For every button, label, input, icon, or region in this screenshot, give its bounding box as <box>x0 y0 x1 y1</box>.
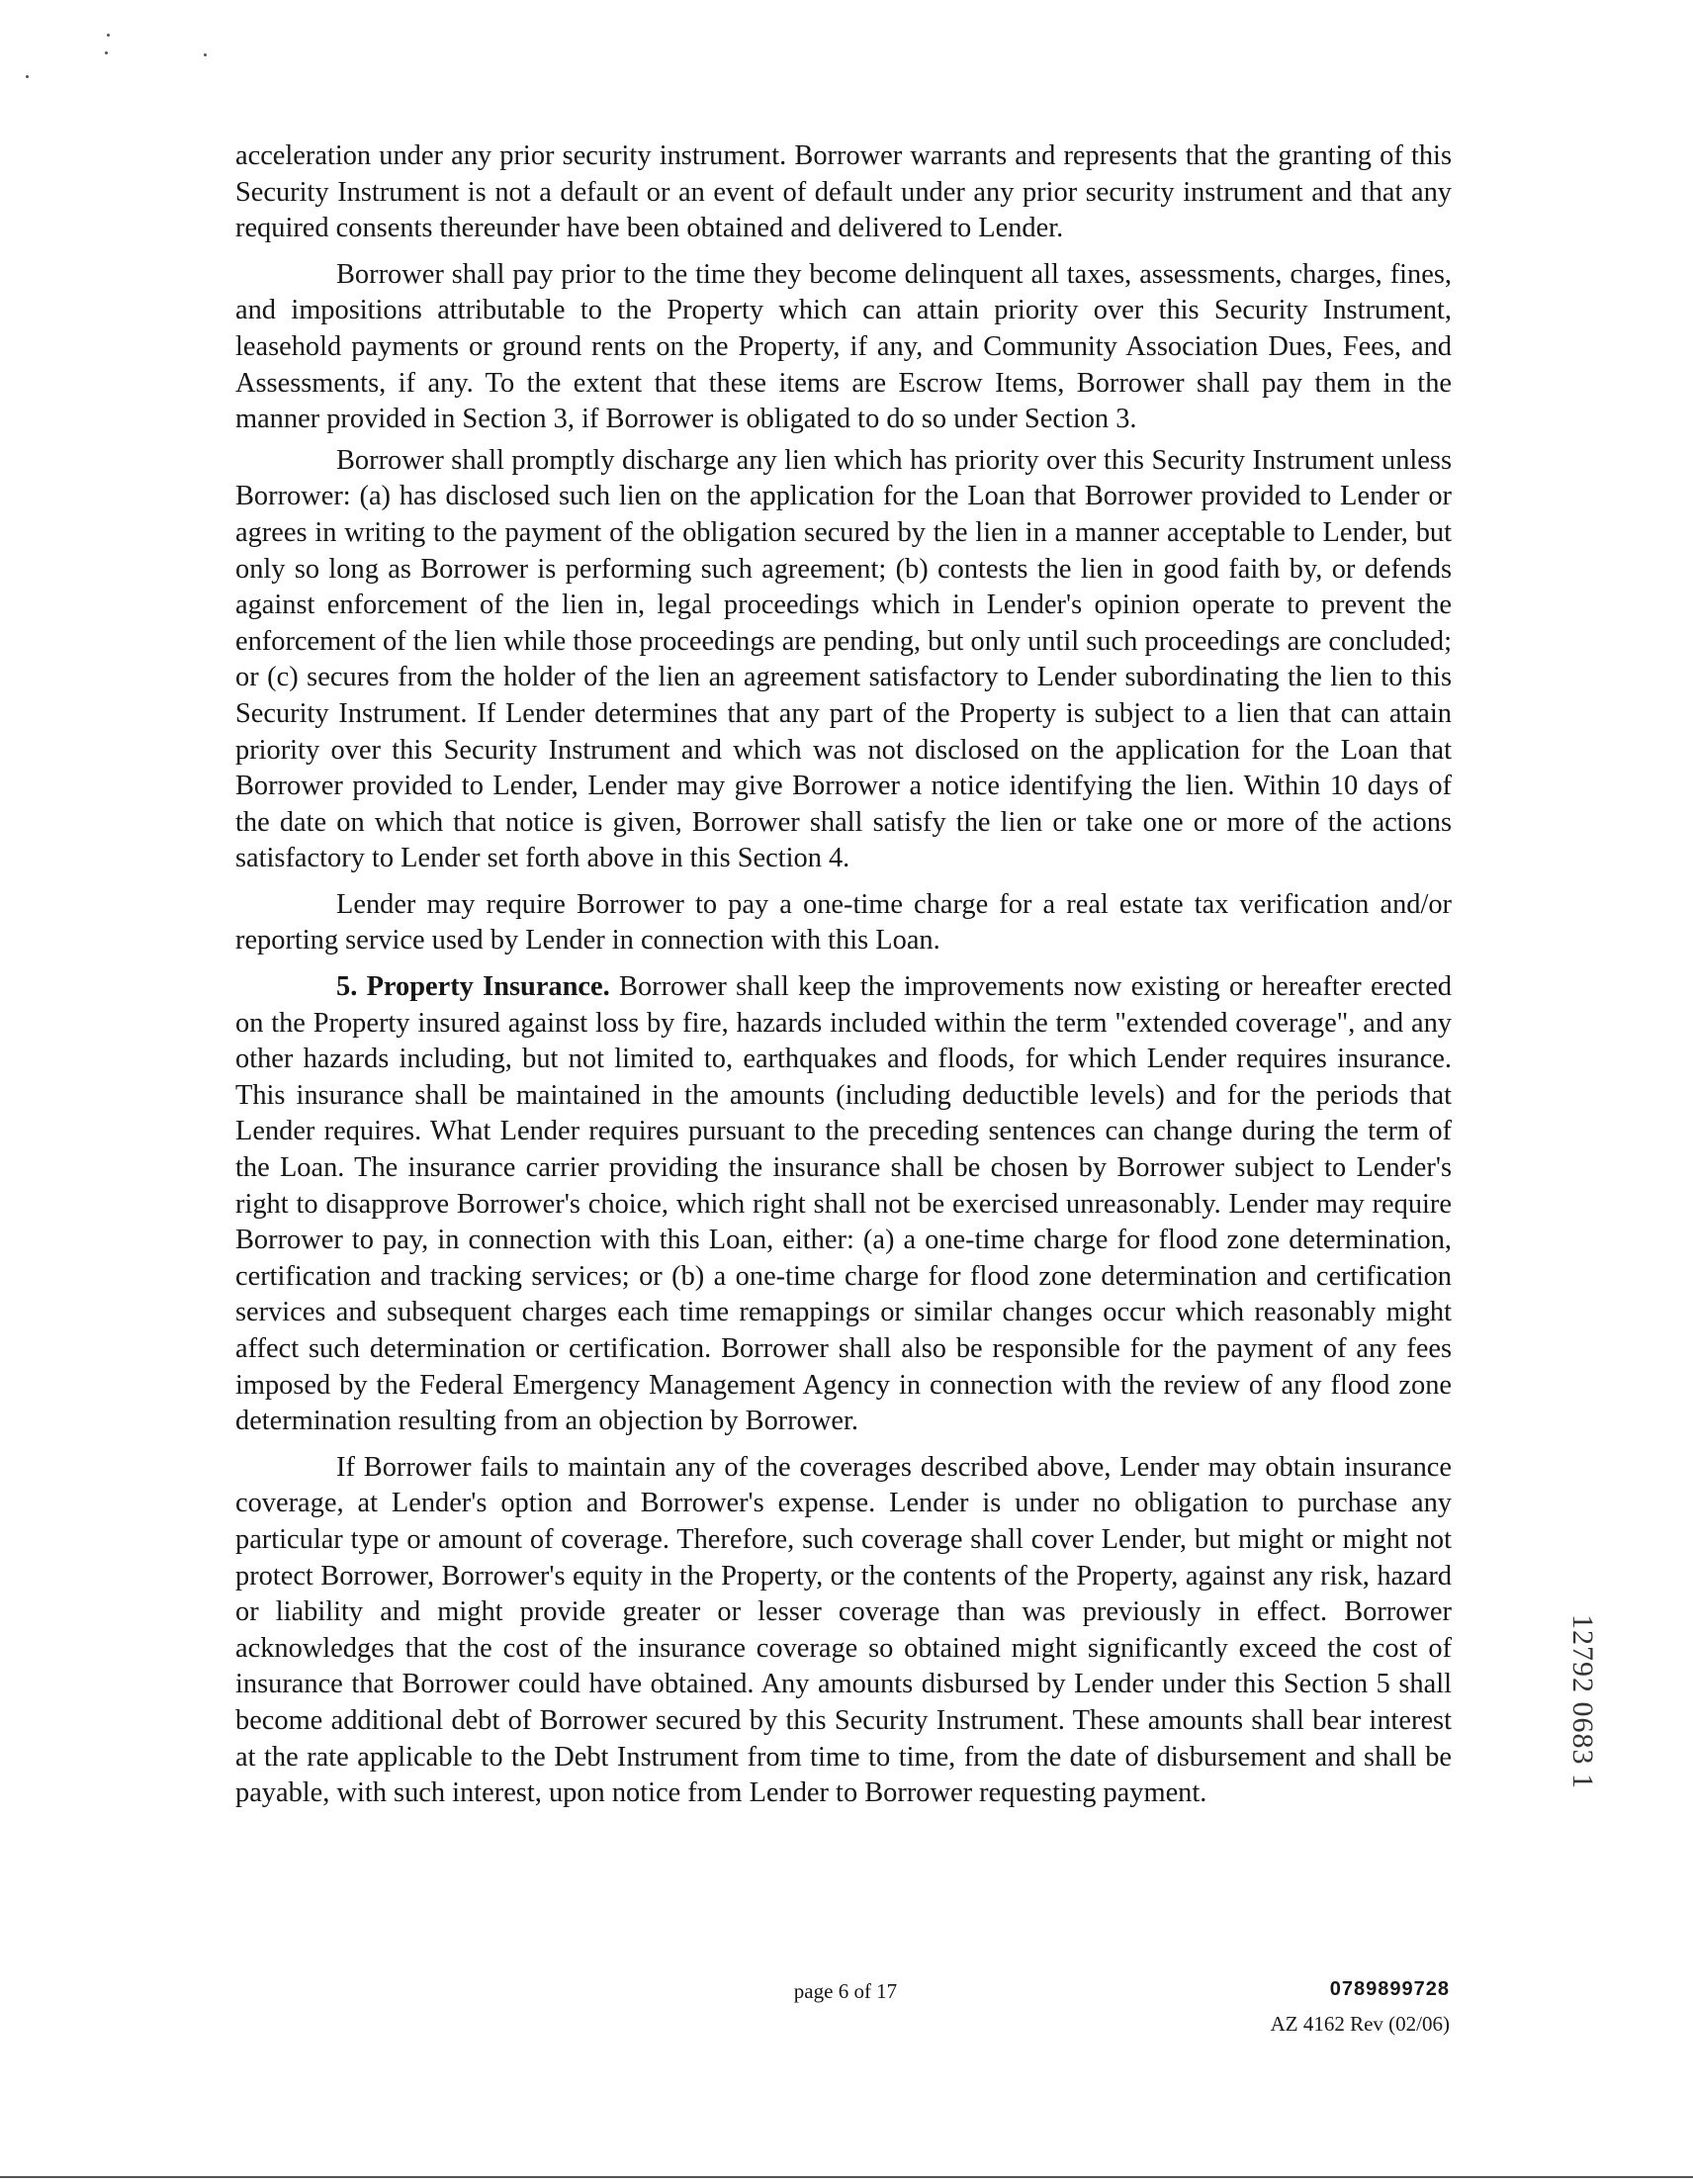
section-5-text: Borrower shall keep the improvements now existing or hereafter erected on the Property insured against loss by fire, hazards included within the term "extended coverage", and any other hazards including, but not limited to, earthquakes and floods, for which Lender requires insurance. This insurance shall be maintained in the amounts (including deductible levels) and for the periods that Lender requires. What Lender requires pursuant to the preceding sentences can change during the term of the Loan. The insurance carrier providing the insurance shall be chosen by Borrower subject to Lender's right to disapprove Borrower's choice, which right shall not be exercised unreasonably. Lender may require Borrower to pay, in connection with this Loan, either: (a) a one-time charge for flood zone determination, certification and tracking services; or (b) a one-time charge for flood zone determination and certification services and subsequent charges each time remappings or similar changes occur which reasonably might affect such determination or certification. Borrower shall also be responsible for the payment of any fees imposed by the Federal Emergency Management Agency in connection with the review of any flood zone determination resulting from an objection by Borrower. <box>235 971 1452 1437</box>
section-5-heading: 5. Property Insurance. <box>336 971 610 1003</box>
paragraph-taxes: Borrower shall pay prior to the time they become delinquent all taxes, assessments, charges, fines, and impositions attributable to the Property which can attain priority over this Security Instrument, leasehold payments or ground rents on the Property, if any, and Community Association Dues, Fees, and Assessments, if any. To the extent that these items are Escrow Items, Borrower shall pay them in the manner provided in Section 3, if Borrower is obligated to do so under Section 3. <box>235 258 1452 435</box>
form-code: AZ 4162 Rev (02/06) <box>1270 2012 1450 2036</box>
scan-bottom-edge <box>0 2176 1693 2178</box>
section-5-property-insurance <box>235 969 1452 1440</box>
document-id: 0789899728 <box>1329 1978 1450 2000</box>
side-stamp <box>1564 1614 1604 1869</box>
paragraph-liens: Borrower shall promptly discharge any lien which has priority over this Security Instrument unless Borrower: (a) has disclosed such lien on the application for the Loan that Borrower provided to Lender or agrees in writing to the payment of the obligation secured by the lien in a manner acceptable to Lender, but only so long as Borrower is performing such agreement; (b) contests the lien in good faith by, or defends against enforcement of the lien in, legal proceedings which in Lender's opinion operate to prevent the enforcement of the lien while those proceedings are pending, but only until such proceedings are concluded; or (c) secures from the holder of the lien an agreement satisfactory to Lender subordinating the lien to this Security Instrument. If Lender determines that any part of the Property is subject to a lien that can attain priority over this Security Instrument and which was not disclosed on the application for the Loan that Borrower provided to Lender, Lender may give Borrower a notice identifying the lien. Within 10 days of the date on which that notice is given, Borrower shall satisfy the lien or take one or more of the actions satisfactory to Lender set forth above in this Section 4. <box>235 444 1452 874</box>
paragraph-continuation: acceleration under any prior security instrument. Borrower warrants and represents that the granting of this Security Instrument is not a default or an event of default under any prior security instrument and that any required consents thereunder have been obtained and delivered to Lender. <box>235 140 1452 244</box>
scan-speck <box>105 51 108 54</box>
page-number: page 6 of 17 <box>793 1979 898 2003</box>
paragraph-tax-verification: Lender may require Borrower to pay a one-time charge for a real estate tax verification and/or reporting service used by Lender in connection with this Loan. <box>235 888 1452 956</box>
scan-speck <box>204 53 207 56</box>
scan-speck <box>26 75 29 78</box>
paragraph-coverage-failure: If Borrower fails to maintain any of the coverages described above, Lender may obtain insurance coverage, at Lender's option and Borrower's expense. Lender is under no obligation to purchase any particular type or amount of coverage. Therefore, such coverage shall cover Lender, but might or might not protect Borrower, Borrower's equity in the Property, or the contents of the Property, against any risk, hazard or liability and might provide greater or lesser coverage than was previously in effect. Borrower acknowledges that the cost of the insurance coverage so obtained might significantly exceed the cost of insurance that Borrower could have obtained. Any amounts disbursed by Lender under this Section 5 shall become additional debt of Borrower secured by this Security Instrument. These amounts shall bear interest at the rate applicable to the Debt Instrument from time to time, from the date of disbursement and shall be payable, with such interest, upon notice from Lender to Borrower requesting payment. <box>235 1451 1452 1809</box>
document-body <box>235 138 1452 1812</box>
side-stamp-number: 12792 0683 1 <box>1566 1614 1599 1789</box>
scan-speck <box>107 34 110 37</box>
